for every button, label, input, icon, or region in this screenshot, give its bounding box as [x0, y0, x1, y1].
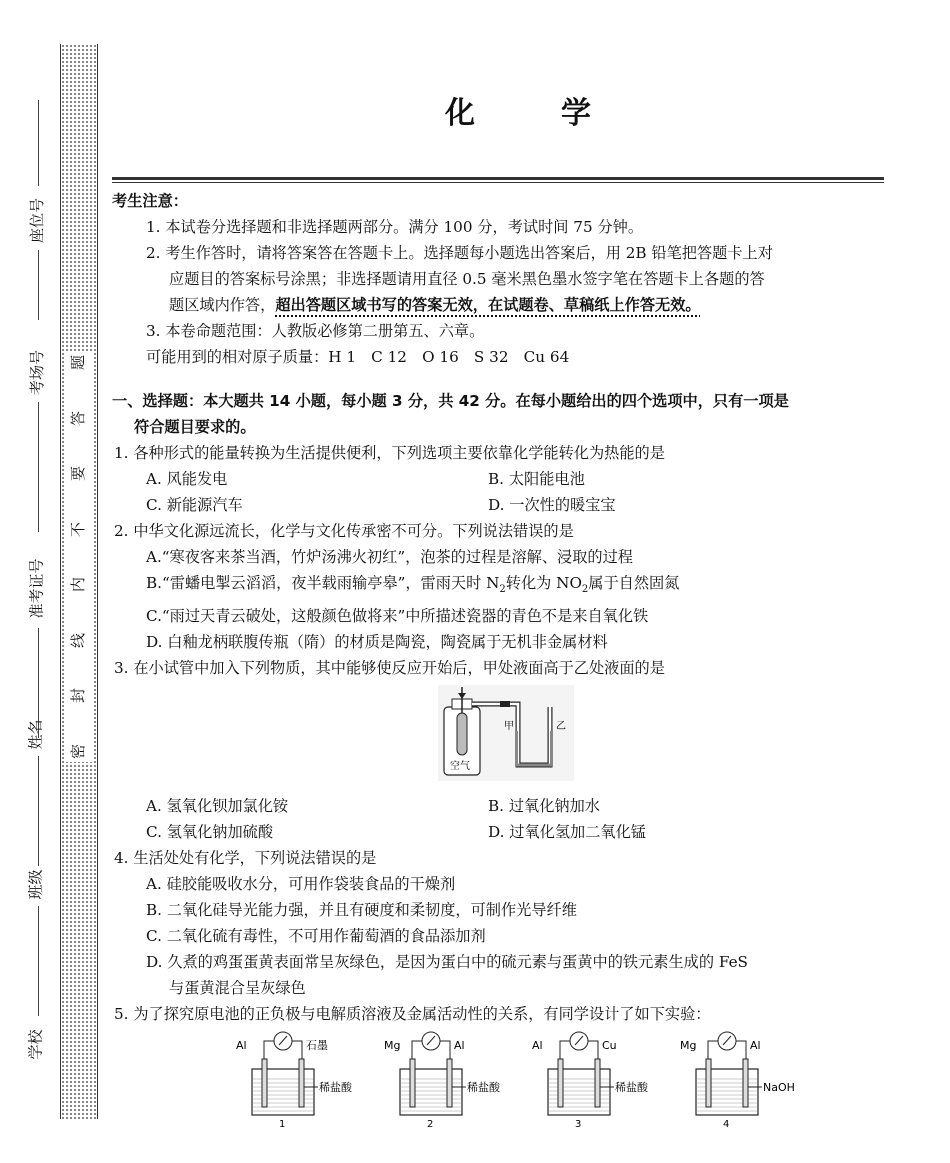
electrode-label-left: Mg	[384, 1039, 401, 1053]
option: B.“雷蟠电掣云滔滔，夜半载雨输亭皋”，雷雨天时 $N_2$转化为 $NO_2$属于自然固氮	[146, 574, 680, 596]
option: A. 硅胶能吸收水分，可用作袋装食品的干燥剂	[146, 875, 456, 894]
cell-number: 3	[575, 1119, 582, 1130]
seal-char: 线	[69, 632, 88, 648]
name-label: 姓名	[26, 719, 45, 750]
option: A.“寒夜客来茶当酒，竹炉汤沸火初红”，泡茶的过程是溶解、浸取的过程	[146, 548, 633, 566]
beaker	[548, 1069, 610, 1115]
cell-number: 1	[279, 1119, 286, 1130]
option: C. 新能源汽车	[146, 496, 243, 514]
notice-item: 1. 本试卷分选择题和非选择题两部分。满分 100 分，考试时间 75 分钟。	[146, 218, 644, 236]
question-4-stem: 4. 生活处处有化学，下列说法错误的是	[114, 849, 377, 868]
question-3-options	[112, 793, 888, 819]
exam-room-label: 考场号	[28, 349, 47, 396]
wire	[412, 1041, 422, 1059]
figure-label-jia: 甲	[504, 721, 514, 733]
notice-item: 应题目的答案标号涂黑；非选择题请用直径 0.5 毫米黑色墨水签字笔在答题卡上各题的答	[169, 270, 765, 288]
wire	[292, 1041, 302, 1059]
seal-char: 内	[69, 577, 88, 593]
electrode-right	[743, 1059, 748, 1107]
seat-number-label: 座位号	[28, 197, 47, 244]
beaker	[400, 1069, 462, 1115]
electrode-label-left: Mg	[680, 1039, 697, 1053]
question-1-options	[112, 492, 888, 518]
question-2-stem: 2. 中华文化源远流长，化学与文化传承密不可分。下列说法错误的是	[114, 522, 574, 540]
cell-number: 4	[723, 1119, 730, 1130]
cell-number: 2	[427, 1119, 434, 1130]
wire	[736, 1041, 746, 1059]
seal-char: 密	[69, 743, 88, 759]
electrode-right	[447, 1059, 452, 1107]
notice-emphasis: 超出答题区域书写的答案无效，在试题卷、草稿纸上作答无效。	[275, 296, 701, 314]
option: A. 风能发电	[146, 470, 228, 488]
figure-label-yi: 乙	[556, 721, 566, 733]
question-3-stem: 3. 在小试管中加入下列物质，其中能够使反应开始后，甲处液面高于乙处液面的是	[114, 659, 665, 678]
notice-item: 2. 考生作答时，请将答案答在答题卡上。选择题每小题选出答案后，用 2B 铅笔把答题卡上对	[146, 244, 773, 262]
option: B. 二氧化硅导光能力强，并且有硬度和柔韧度，可制作光导纤维	[146, 901, 577, 920]
school-label: 学校	[26, 1029, 45, 1060]
question-5-stem: 5. 为了探究原电池的正负极与电解质溶液及金属活动性的关系，有同学设计了如下实验：	[114, 1005, 711, 1024]
question-3-apparatus-figure	[438, 685, 574, 781]
option: A. 氢氧化钡加氯化铵	[146, 797, 289, 816]
electrode-label-right: Al	[454, 1039, 465, 1053]
wire	[560, 1041, 570, 1059]
wire	[440, 1041, 450, 1059]
option: B. 过氧化钠加水	[488, 797, 600, 816]
wire	[588, 1041, 598, 1059]
exam-content	[112, 188, 888, 1137]
option-text: 转化为 NO	[505, 574, 582, 592]
electrode-label-left: Al	[236, 1039, 247, 1053]
option: D. 一次性的暖宝宝	[488, 496, 616, 514]
electrode-left	[706, 1059, 711, 1107]
option: C. 二氧化硫有毒性，不可用作葡萄酒的食品添加剂	[146, 927, 486, 946]
section-heading: 一、选择题：本大题共 14 小题，每小题 3 分，共 42 分。在每小题给出的四个选项中，只有一项是	[112, 392, 789, 410]
option-cont: 与蛋黄混合呈灰绿色	[169, 979, 306, 998]
wire	[264, 1041, 274, 1059]
seal-char: 题	[69, 354, 88, 371]
question-1-stem: 1. 各种形式的能量转换为生活提供便利，下列选项主要依靠化学能转化为热能的是	[114, 444, 665, 462]
notice-text: 题区域内作答，	[169, 296, 276, 314]
title-rule-thin	[112, 182, 884, 183]
option: B. 太阳能电池	[488, 470, 585, 488]
page-title: 化学	[445, 96, 677, 131]
electrode-left	[558, 1059, 563, 1107]
seal-char: 封	[69, 688, 88, 704]
electrode-label-right: 石墨	[306, 1039, 328, 1053]
electrode-label-right: Al	[750, 1039, 761, 1053]
option: D. 久煮的鸡蛋蛋黄表面常呈灰绿色，是因为蛋白中的硫元素与蛋黄中的铁元素生成的 FeS	[146, 953, 748, 972]
notice-heading: 考生注意：	[112, 192, 188, 210]
question-1-options	[112, 466, 888, 492]
notice-item: 3. 本卷命题范围：人教版必修第二册第五、六章。	[146, 322, 485, 340]
question-5-galvanic-cells-figure	[212, 1029, 802, 1129]
seal-line-text	[64, 352, 92, 762]
class-label: 班级	[26, 869, 45, 900]
question-3-options	[112, 819, 888, 845]
solution-label: NaOH	[763, 1081, 795, 1095]
ticket-number-label: 准考证号	[27, 558, 46, 619]
solution-label: 稀盐酸	[615, 1081, 648, 1095]
beaker	[696, 1069, 758, 1115]
atomic-mass-line: 可能用到的相对原子质量：H 1 C 12 O 16 S 32 Cu 64	[146, 348, 570, 366]
seal-char: 不	[69, 521, 88, 537]
option: C. 氢氧化钠加硫酸	[146, 823, 274, 842]
electrode-left	[262, 1059, 267, 1107]
notice-item	[112, 292, 888, 318]
electrode-label-left: Al	[532, 1039, 543, 1053]
title-rule	[112, 177, 884, 180]
option: D. 白釉龙柄联腹传瓶（隋）的材质是陶瓷，陶瓷属于无机非金属材料	[146, 633, 608, 652]
option-text: B.“雷蟠电掣云滔滔，夜半载雨输亭皋”，雷雨天时 N	[146, 574, 500, 592]
electrode-right	[595, 1059, 600, 1107]
option: D. 过氧化氢加二氧化锰	[488, 823, 646, 842]
electrode-left	[410, 1059, 415, 1107]
option-text: 属于自然固氮	[588, 574, 680, 592]
electrode-right	[299, 1059, 304, 1107]
solution-label: 稀盐酸	[319, 1081, 352, 1095]
option: C.“雨过天青云破处，这般颜色做将来”中所描述瓷器的青色不是来自氧化铁	[146, 607, 649, 626]
section-heading-cont: 符合题目要求的。	[134, 418, 256, 436]
figure-label-air: 空气	[450, 761, 470, 773]
wire	[708, 1041, 718, 1059]
solution-label: 稀盐酸	[467, 1081, 500, 1095]
seal-char: 答	[69, 410, 88, 426]
seal-char: 要	[69, 466, 88, 482]
beaker	[252, 1069, 314, 1115]
electrode-label-right: Cu	[602, 1039, 617, 1053]
